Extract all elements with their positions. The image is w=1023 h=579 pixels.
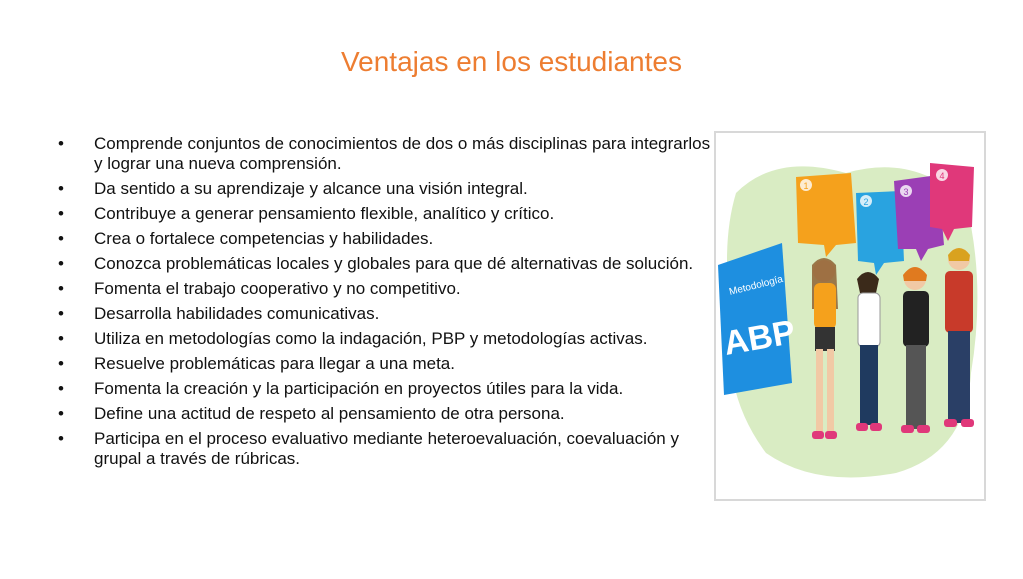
- slide-title: Ventajas en los estudiantes: [341, 46, 682, 77]
- abp-illustration-svg: [716, 133, 984, 499]
- bullet-icon: •: [58, 279, 64, 298]
- abp-illustration: [714, 131, 986, 501]
- bullet-text: Define una actitud de respeto al pensamiento de otra persona.: [94, 404, 565, 423]
- bullet-icon: •: [58, 204, 64, 223]
- bullet-text: Conozca problemáticas locales y globales para que dé alternativas de solución.: [94, 254, 694, 273]
- bullet-text: Utiliza en metodologías como la indagación, PBP y metodologías activas.: [94, 329, 648, 348]
- list-item: [58, 134, 718, 174]
- bullet-icon: •: [58, 329, 64, 348]
- list-item: [58, 204, 718, 224]
- banner-title: ABP: [720, 312, 799, 363]
- bullet-text: Comprende conjuntos de conocimientos de dos o más disciplinas para integrarlos y lograr una nueva comprensión.: [94, 134, 711, 173]
- list-item: [58, 329, 718, 349]
- list-item: [58, 279, 718, 299]
- bullet-icon: •: [58, 304, 64, 323]
- bullet-icon: •: [58, 254, 64, 273]
- list-item: [58, 254, 718, 274]
- bullet-icon: •: [58, 379, 64, 398]
- list-item: [58, 354, 718, 374]
- bullet-icon: •: [58, 229, 64, 248]
- bullet-list: [58, 134, 718, 474]
- bullet-icon: •: [58, 134, 64, 153]
- bullet-text: Crea o fortalece competencias y habilidades.: [94, 229, 434, 248]
- bullet-text: Participa en el proceso evaluativo mediante heteroevaluación, coevaluación y grupal a través de rúbricas.: [94, 429, 679, 468]
- list-item: [58, 179, 718, 199]
- bullet-text: Resuelve problemáticas para llegar a una meta.: [94, 354, 455, 373]
- bubble-number: 3: [903, 187, 909, 197]
- bubble-number: 4: [939, 171, 945, 181]
- bullet-text: Desarrolla habilidades comunicativas.: [94, 304, 380, 323]
- bullet-text: Fomenta la creación y la participación en proyectos útiles para la vida.: [94, 379, 624, 398]
- bullet-icon: •: [58, 179, 64, 198]
- list-item: [58, 404, 718, 424]
- bullet-text: Da sentido a su aprendizaje y alcance una visión integral.: [94, 179, 528, 198]
- bullet-icon: •: [58, 429, 64, 448]
- bullet-text: Fomenta el trabajo cooperativo y no competitivo.: [94, 279, 461, 298]
- banner-subtitle: Metodología: [728, 273, 785, 298]
- bubble-number: 2: [863, 197, 869, 207]
- student-figure-4: [944, 248, 974, 427]
- bullet-icon: •: [58, 354, 64, 373]
- bullet-icon: •: [58, 404, 64, 423]
- list-item: [58, 304, 718, 324]
- list-item: [58, 229, 718, 249]
- list-item: [58, 429, 718, 469]
- bullet-text: Contribuye a generar pensamiento flexible, analítico y crítico.: [94, 204, 555, 223]
- bubble-number: 1: [803, 181, 809, 191]
- list-item: [58, 379, 718, 399]
